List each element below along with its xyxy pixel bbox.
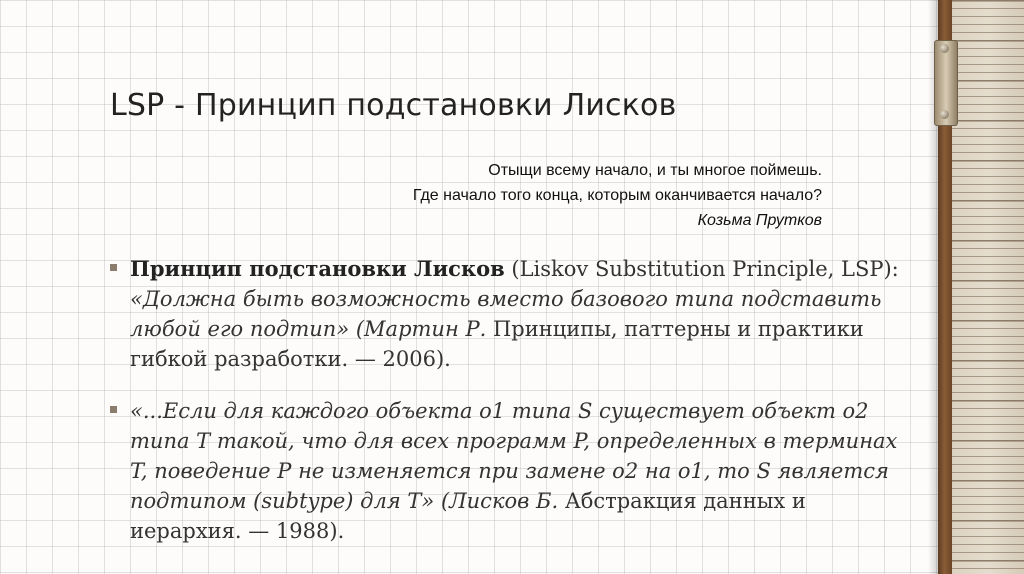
epigraph-author: Козьма Прутков (697, 212, 822, 229)
term-explanation: (Liskov Substitution Principle, LSP): (504, 257, 899, 281)
epigraph-line: Отыщи всему начало, и ты многое поймешь. (488, 162, 822, 179)
bullet-item (110, 396, 900, 546)
quote: «...Если для каждого объекта o1 типа S существует объект o2 типа T такой, что для всех программ P, определенных в терминах T, поведение P не изменяется при замене o2 на o1, то S является подтипом (subtype) для T» (130, 399, 898, 513)
citation: Принципы, паттерны и практики гибкой разработки. — 2006). (130, 317, 864, 371)
bullet-list (110, 254, 900, 546)
term: Принцип подстановки Лисков (130, 256, 505, 281)
bullet-item (110, 254, 900, 374)
quote: «Должна быть возможность вместо базового типа подставить любой его подтип» (130, 287, 882, 341)
ruler-rivet-icon (940, 110, 949, 119)
citation: Абстракция данных и иерархия. — 1988). (130, 489, 806, 543)
citation-author: (Лисков Б. (434, 489, 559, 513)
epigraph (413, 158, 822, 233)
citation-author: (Мартин Р. (349, 317, 487, 341)
square-bullet-icon (110, 264, 117, 271)
ruler-ticks (952, 0, 1024, 574)
ruler-rivet-icon (940, 44, 949, 53)
slide-title: LSP - Принцип подстановки Лисков (110, 88, 677, 123)
epigraph-line: Где начало того конца, которым оканчивается начало? (412, 187, 822, 204)
square-bullet-icon (110, 406, 117, 413)
